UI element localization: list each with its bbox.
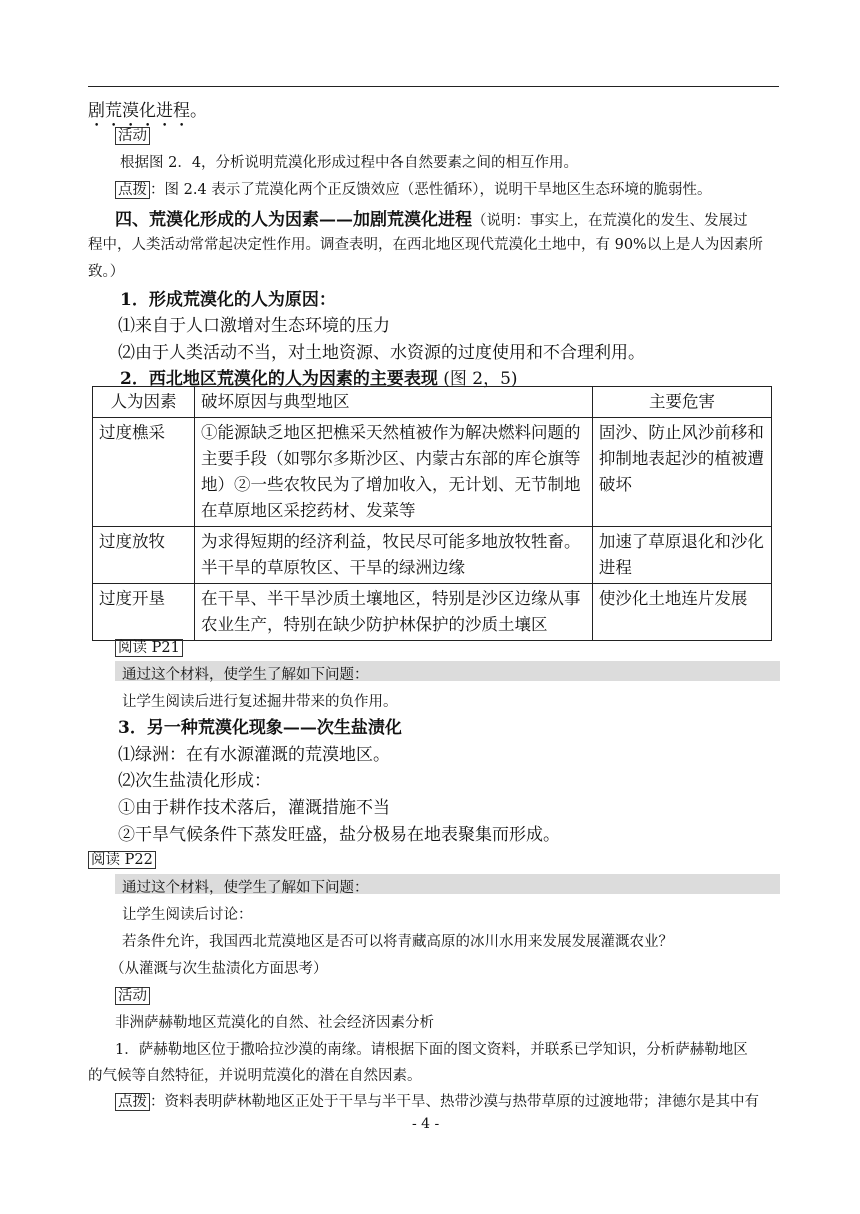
- activity-question: 的气候等自然特征，并说明荒漠化的潜在自然因素。: [88, 1068, 422, 1084]
- reading-task: 让学生阅读后进行复述掘井带来的负作用。: [122, 694, 398, 710]
- reading-prompt: 通过这个材料，使学生了解如下问题：: [122, 880, 369, 896]
- reading-task: 让学生阅读后讨论：: [122, 907, 253, 923]
- cause-item: ⑴来自于人口激增对生态环境的压力: [118, 316, 390, 336]
- table-cell: 在干旱、半干旱沙质土壤地区，特别是沙区边缘从事农业生产，特别在缺少防护林保护的沙质土壤区: [194, 584, 592, 641]
- activity-question: 1．萨赫勒地区位于撒哈拉沙漠的南缘。请根据下面的图文资料，并联系已学知识，分析萨赫勒地区: [115, 1042, 748, 1058]
- table-cell: ①能源缺乏地区把樵采天然植被作为解决燃料问题的主要手段（如鄂尔多斯沙区、内蒙古东部的库仑旗等地）②一些农牧民为了增加收入，无计划、无节制地在草原地区采挖药材、发菜等: [194, 418, 592, 527]
- cause-item: ⑵由于人类活动不当，对土地资源、水资源的过度使用和不合理利用。: [118, 343, 645, 363]
- hint-line: 点拨 ：图 2.4 表示了荒漠化两个正反馈效应（恶性循环），说明干旱地区生态环境的脆弱性。: [115, 178, 712, 199]
- table-cell: 过度放牧: [93, 527, 195, 584]
- reading-label: 阅读 P21: [115, 636, 183, 657]
- table-cell: 加速了草原退化和沙化进程: [592, 527, 771, 584]
- header-rule: [88, 86, 779, 87]
- discussion-hint: （从灌溉与次生盐渍化方面思考）: [110, 961, 328, 977]
- continuation-line: 剧荒漠化进程。: [88, 101, 207, 121]
- table-header-cell: 破坏原因与典型地区: [194, 387, 592, 418]
- salinization-item: ⑵次生盐渍化形成：: [118, 771, 271, 791]
- discussion-question: 若条件允许，我国西北荒漠地区是否可以将青藏高原的冰川水用来发展发展灌溉农业？: [122, 934, 673, 950]
- activity-instruction: 根据图 2．4，分析说明荒漠化形成过程中各自然要素之间的相互作用。: [120, 155, 579, 171]
- table-row: [93, 584, 772, 641]
- table-header-cell: 主要危害: [592, 387, 771, 418]
- hint-label: 点拨: [115, 181, 150, 199]
- subheading-table: 2．西北地区荒漠化的人为因素的主要表现 (图 2，5): [120, 369, 518, 389]
- table-header-row: [93, 387, 772, 418]
- hint-line: 点拨 ：资料表明萨林勒地区正处于干旱与半干旱、热带沙漠与热带草原的过渡地带；津德尔是其中有: [115, 1090, 759, 1111]
- page-number: - 4 -: [412, 1116, 440, 1132]
- table-row: [93, 527, 772, 584]
- subheading-salinization: 3．另一种荒漠化现象——次生盐渍化: [118, 718, 402, 738]
- salinization-item: ⑴绿洲：在有水源灌溉的荒漠地区。: [118, 745, 390, 765]
- table-cell: 过度樵采: [93, 418, 195, 527]
- emphasized-text: 剧荒漠化进程: [88, 101, 190, 121]
- section-heading-four: 四、荒漠化形成的人为因素——加剧荒漠化进程（说明：事实上，在荒漠化的发生、发展过: [115, 210, 748, 230]
- activity-label: 活动: [115, 984, 150, 1005]
- note-line: 致。）: [88, 264, 125, 280]
- hint-label: 点拨: [115, 1093, 150, 1111]
- salinization-item: ②干旱气候条件下蒸发旺盛，盐分极易在地表聚集而形成。: [118, 825, 560, 845]
- table-cell: 为求得短期的经济利益，牧民尽可能多地放牧牲畜。半干旱的草原牧区、干旱的绿洲边缘: [194, 527, 592, 584]
- table-header-cell: 人为因素: [93, 387, 195, 418]
- table-cell: 过度开垦: [93, 584, 195, 641]
- table-row: [93, 418, 772, 527]
- activity-title: 非洲萨赫勒地区荒漠化的自然、社会经济因素分析: [115, 1015, 434, 1031]
- table-cell: 使沙化土地连片发展: [592, 584, 771, 641]
- table-cell: 固沙、防止风沙前移和抑制地表起沙的植被遭破坏: [592, 418, 771, 527]
- reading-prompt: 通过这个材料，使学生了解如下问题：: [122, 667, 369, 683]
- human-factors-table: [92, 386, 772, 641]
- subheading-causes: 1．形成荒漠化的人为原因：: [120, 290, 336, 310]
- note-line: 程中，人类活动常常起决定性作用。调查表明，在西北地区现代荒漠化土地中，有 90%以上是人为因素所: [88, 237, 763, 253]
- salinization-item: ①由于耕作技术落后，灌溉措施不当: [118, 798, 390, 818]
- activity-label: 活动: [115, 124, 150, 145]
- reading-label: 阅读 P22: [88, 848, 156, 869]
